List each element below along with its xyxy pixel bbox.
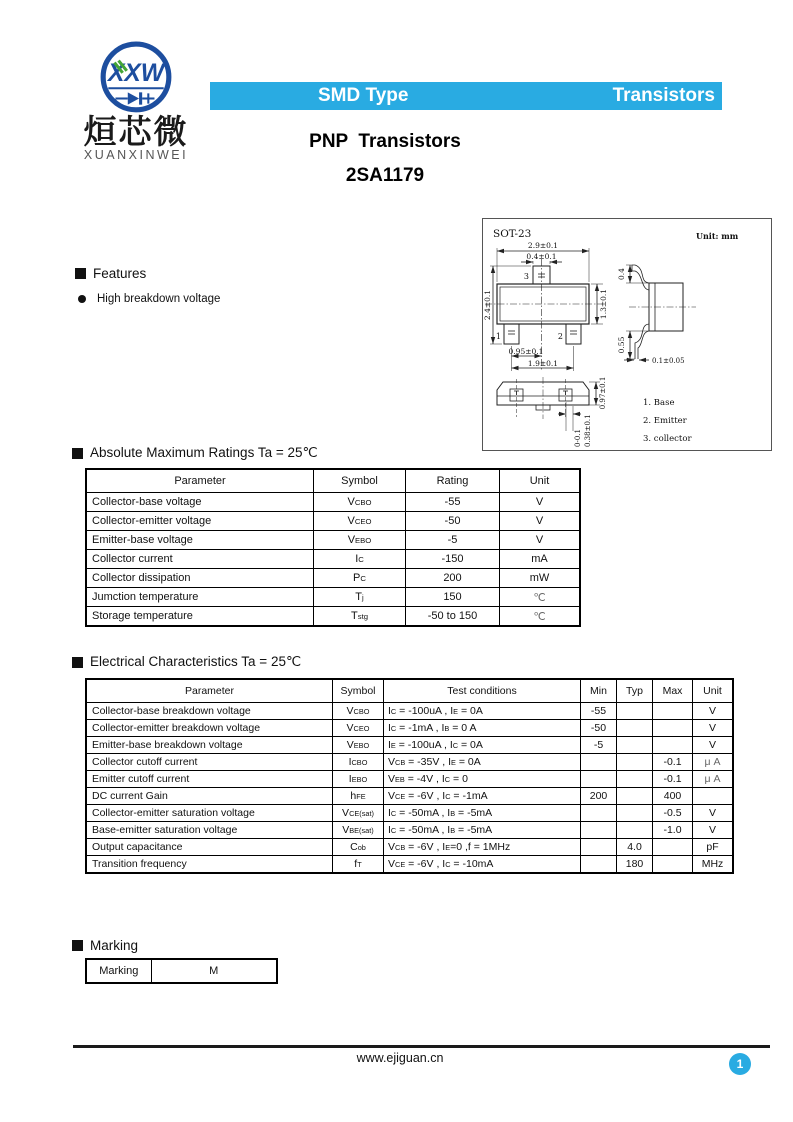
elec-char-heading: Electrical Characteristics Ta = 25℃ [72, 654, 301, 670]
table-row [86, 737, 733, 754]
cell: mW [500, 569, 581, 588]
cell: VCBO [314, 493, 406, 512]
cell [581, 822, 617, 839]
cell [617, 771, 653, 788]
cell: hFE [333, 788, 384, 805]
marking-label-cell: Marking [86, 959, 151, 983]
cell: mA [500, 550, 581, 569]
cell: Collector-base voltage [86, 493, 314, 512]
header-row [86, 469, 580, 493]
cell: DC current Gain [86, 788, 333, 805]
cell: IC = -50mA , IB = -5mA [384, 822, 581, 839]
cell: -50 [406, 512, 500, 531]
table-row [86, 805, 733, 822]
table-row [86, 959, 277, 983]
diode-symbol-icon [115, 92, 154, 104]
table-row [86, 754, 733, 771]
cell: IC = -50mA , IB = -5mA [384, 805, 581, 822]
cell [581, 856, 617, 874]
cell: 180 [617, 856, 653, 874]
dim-total-height: 2.4±0.1 [483, 289, 492, 321]
cell [617, 737, 653, 754]
cell: Base-emitter saturation voltage [86, 822, 333, 839]
cell [617, 822, 653, 839]
cell: Emitter-base breakdown voltage [86, 737, 333, 754]
cell: IE = -100uA , IC = 0A [384, 737, 581, 754]
cell: VEB = -4V , IC = 0 [384, 771, 581, 788]
column-header: Test conditions [384, 679, 581, 703]
legend-emitter: 2. Emitter [643, 416, 687, 426]
table-row [86, 839, 733, 856]
cell: Transition frequency [86, 856, 333, 874]
package-name: SOT-23 [493, 228, 532, 240]
cell [581, 754, 617, 771]
cell: V [500, 512, 581, 531]
table-row [86, 512, 580, 531]
dim-lead-top: 0.4 [617, 268, 626, 280]
cell: Collector current [86, 550, 314, 569]
column-header: Symbol [314, 469, 406, 493]
cell: VEBO [314, 531, 406, 550]
dim-pin-pitch: 0.95±0.1 [508, 347, 544, 356]
abs-max-table [85, 468, 581, 627]
cell [617, 703, 653, 720]
dim-pin-span: 1.9±0.1 [527, 359, 559, 368]
marking-table [85, 958, 278, 984]
cell: ICBO [333, 754, 384, 771]
table-row [86, 788, 733, 805]
cell: VCEO [333, 720, 384, 737]
table-row [86, 607, 580, 627]
dim-lead-thickness: 0.1±0.05 [652, 357, 685, 365]
cell: -0.1 [653, 771, 693, 788]
cell: -55 [406, 493, 500, 512]
cell: V [693, 703, 734, 720]
table-row [86, 771, 733, 788]
cell: ℃ [500, 607, 581, 627]
cell: PC [314, 569, 406, 588]
cell: 150 [406, 588, 500, 607]
dim-pad-width: 0.38±0.1 [584, 414, 592, 447]
cell [653, 856, 693, 874]
cell: MHz [693, 856, 734, 874]
cell: Tstg [314, 607, 406, 627]
cell: -150 [406, 550, 500, 569]
cell: VBE(sat) [333, 822, 384, 839]
dim-tab-width: 0.4±0.1 [526, 252, 557, 261]
cell [581, 771, 617, 788]
logo-letters: XXW [107, 60, 165, 88]
section-marker-icon [72, 448, 83, 459]
pin1-label: 1 [495, 332, 501, 341]
cell: Tj [314, 588, 406, 607]
cell: -0.1 [653, 754, 693, 771]
cell: -50 [581, 720, 617, 737]
legend-collector: 3. collector [643, 434, 692, 444]
table-row [86, 720, 733, 737]
header-banner [210, 82, 722, 110]
cell [581, 839, 617, 856]
cell: V [693, 720, 734, 737]
part-number: 2SA1179 [345, 165, 425, 186]
marking-heading: Marking [72, 938, 138, 953]
cell [581, 805, 617, 822]
cell: -0.5 [653, 805, 693, 822]
cell: IEBO [333, 771, 384, 788]
cell: V [693, 822, 734, 839]
cell: Collector-base breakdown voltage [86, 703, 333, 720]
dim-pad-height: 0.97±0.1 [599, 376, 607, 410]
pin3-label: 3 [523, 272, 529, 281]
cell: V [500, 531, 581, 550]
page-number-badge: 1 [729, 1053, 751, 1075]
cell: -50 to 150 [406, 607, 500, 627]
company-name-chinese: 烜芯微 [83, 113, 189, 150]
cell: VCB = -35V , IE = 0A [384, 754, 581, 771]
cell: Emitter-base voltage [86, 531, 314, 550]
cell: 200 [406, 569, 500, 588]
banner-transistors: Transistors [612, 85, 715, 106]
cell [693, 788, 734, 805]
section-marker-icon [72, 940, 83, 951]
cell: pF [693, 839, 734, 856]
cell: VCE = -6V , IC = -1mA [384, 788, 581, 805]
cell: Collector dissipation [86, 569, 314, 588]
cell: Collector cutoff current [86, 754, 333, 771]
column-header: Typ [617, 679, 653, 703]
cell: VCE(sat) [333, 805, 384, 822]
column-header: Symbol [333, 679, 384, 703]
cell [653, 720, 693, 737]
section-marker-icon [75, 268, 86, 279]
cell: Cob [333, 839, 384, 856]
table-row [86, 569, 580, 588]
cell: IC [314, 550, 406, 569]
cell: Jumction temperature [86, 588, 314, 607]
cell: Emitter cutoff current [86, 771, 333, 788]
cell: 200 [581, 788, 617, 805]
package-drawing [482, 218, 772, 451]
cell [653, 839, 693, 856]
column-header: Min [581, 679, 617, 703]
elec-char-table [85, 678, 734, 874]
cell [617, 788, 653, 805]
cell: 400 [653, 788, 693, 805]
cell: -5 [406, 531, 500, 550]
table-row [86, 493, 580, 512]
cell: -1.0 [653, 822, 693, 839]
cell: VEBO [333, 737, 384, 754]
cell: 4.0 [617, 839, 653, 856]
cell: VCEO [314, 512, 406, 531]
pin2-label: 2 [557, 332, 563, 341]
unit-label: Unit: mm [696, 231, 739, 241]
cell: Collector-emitter breakdown voltage [86, 720, 333, 737]
dim-lead-bottom: 0.55 [617, 336, 626, 354]
column-header: Rating [406, 469, 500, 493]
cell: Output capacitance [86, 839, 333, 856]
table-row [86, 856, 733, 874]
column-header: Parameter [86, 469, 314, 493]
table-row [86, 822, 733, 839]
cell: V [500, 493, 581, 512]
cell [617, 754, 653, 771]
bullet-icon [78, 295, 86, 303]
column-header: Unit [500, 469, 581, 493]
dim-body-width: 2.9±0.1 [527, 241, 559, 250]
cell: μ A [693, 771, 734, 788]
cell: V [693, 805, 734, 822]
column-header: Max [653, 679, 693, 703]
cell [653, 737, 693, 754]
table-row [86, 550, 580, 569]
cell: VCE = -6V , IC = -10mA [384, 856, 581, 874]
cell [653, 703, 693, 720]
package-drawing-labels [483, 228, 739, 447]
features-heading: Features [75, 266, 146, 281]
cell: ℃ [500, 588, 581, 607]
legend-base: 1. Base [643, 398, 675, 408]
cell: -55 [581, 703, 617, 720]
footer-rule [73, 1045, 770, 1048]
banner-smd-type: SMD Type [318, 85, 409, 106]
header-row [86, 679, 733, 703]
table-row [86, 588, 580, 607]
cell: μ A [693, 754, 734, 771]
cell: VCB = -6V , IE=0 ,f = 1MHz [384, 839, 581, 856]
table-row [86, 531, 580, 550]
cell: VCBO [333, 703, 384, 720]
cell: Collector-emitter saturation voltage [86, 805, 333, 822]
cell: IC = -1mA , IB = 0 A [384, 720, 581, 737]
abs-max-heading: Absolute Maximum Ratings Ta = 25℃ [72, 445, 318, 461]
section-marker-icon [72, 657, 83, 668]
page-title: PNP Transistors [309, 131, 461, 152]
cell: -5 [581, 737, 617, 754]
cell: V [693, 737, 734, 754]
column-header: Parameter [86, 679, 333, 703]
company-name-english: XUANXINWEI [83, 148, 189, 162]
cell: IC = -100uA , IE = 0A [384, 703, 581, 720]
cell [617, 805, 653, 822]
dim-standoff: 0-0.1 [574, 429, 582, 447]
cell: Storage temperature [86, 607, 314, 627]
cell: Collector-emitter voltage [86, 512, 314, 531]
feature-item: High breakdown voltage [78, 293, 220, 305]
dim-body-height: 1.3±0.1 [599, 288, 608, 320]
footer-url[interactable]: www.ejiguan.cn [356, 1051, 444, 1065]
cell [617, 720, 653, 737]
table-row [86, 703, 733, 720]
marking-value-cell: M [151, 959, 277, 983]
column-header: Unit [693, 679, 734, 703]
cell: fT [333, 856, 384, 874]
